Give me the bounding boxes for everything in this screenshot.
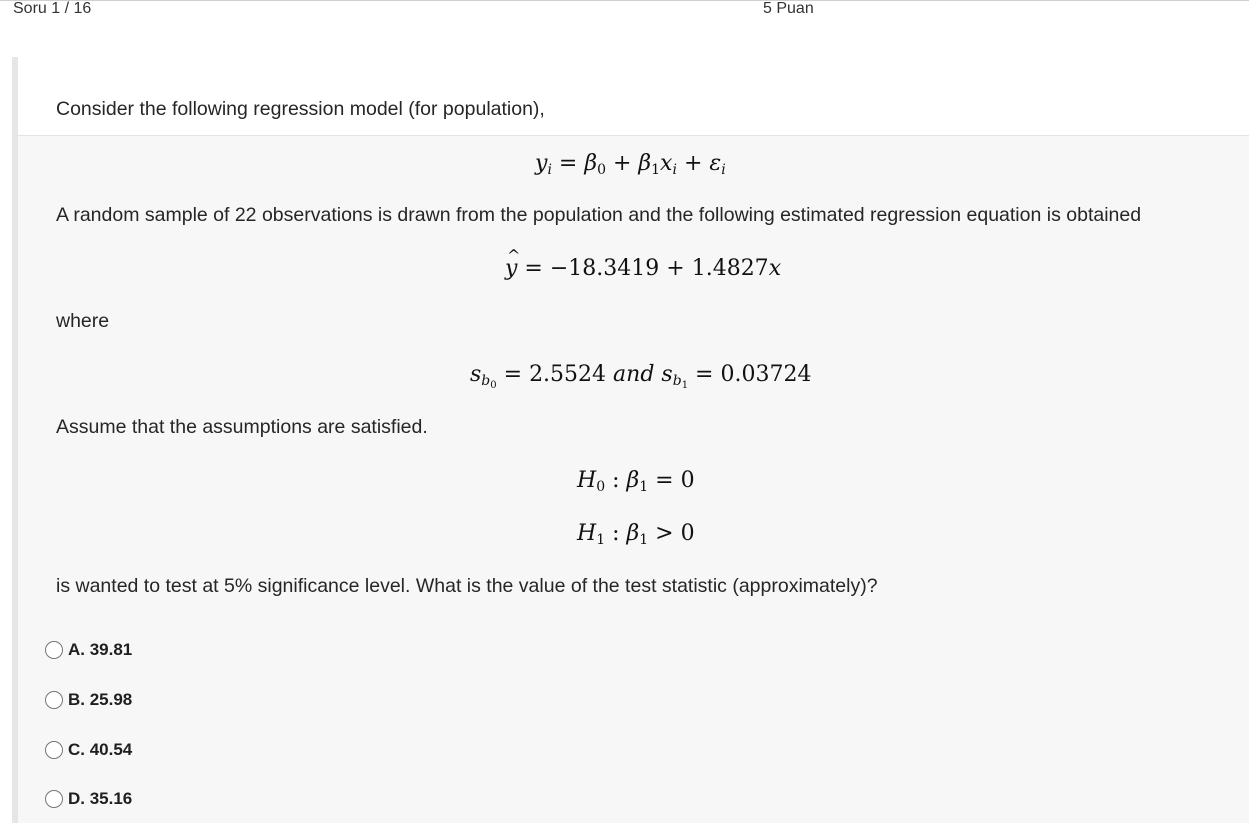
answer-option-d-label: D. 35.16 xyxy=(68,789,133,808)
answer-option-b-label: B. 25.98 xyxy=(68,690,133,709)
radio-button-a[interactable] xyxy=(45,641,63,659)
radio-button-b[interactable] xyxy=(45,691,63,709)
answer-option-b[interactable] xyxy=(45,690,132,710)
standard-errors-equation: $s_{b_0} = 2.5524$ and $s_{b_1} = 0.03724$ xyxy=(470,362,812,391)
slope-value: 1.4827 xyxy=(691,256,769,281)
question-points: 5 Puan xyxy=(763,0,814,17)
radio-button-c[interactable] xyxy=(45,741,63,759)
population-model-equation: $y_i = \beta_0 + \beta_1x_i + \varepsilon_i$ xyxy=(535,151,726,178)
sb1-value: 0.03724 xyxy=(720,362,812,387)
question-prompt: is wanted to test at 5% significance level. What is the value of the test statistic (approximately)? xyxy=(56,575,878,597)
question-card-header xyxy=(18,57,1249,136)
answer-option-c-label: C. 40.54 xyxy=(68,740,133,759)
sb0-value: 2.5524 xyxy=(529,362,607,387)
question-counter: Soru 1 / 16 xyxy=(13,0,92,17)
answer-option-d[interactable] xyxy=(45,789,132,809)
answer-option-a-label: A. 39.81 xyxy=(68,640,133,659)
alternative-hypothesis: $H_1$ : $\beta_1 > 0$ xyxy=(577,521,695,548)
estimated-regression-equation: ^ y = −18.3419 + 1.4827x xyxy=(505,256,781,281)
where-label: where xyxy=(56,310,110,332)
null-hypothesis: $H_0$ : $\beta_1 = 0$ xyxy=(577,468,695,495)
sample-description: A random sample of 22 observations is drawn from the population and the following estimated regression equation is obtained xyxy=(56,204,1142,226)
radio-button-d[interactable] xyxy=(45,790,63,808)
and-word: and xyxy=(613,362,655,387)
answer-option-c[interactable] xyxy=(45,740,132,760)
intercept-value: 18.3419 xyxy=(568,256,660,281)
question-intro: Consider the following regression model (for population), xyxy=(56,98,545,120)
question-header xyxy=(0,0,1249,19)
assumption-statement: Assume that the assumptions are satisfied. xyxy=(56,416,428,438)
answer-option-a[interactable] xyxy=(45,640,132,660)
